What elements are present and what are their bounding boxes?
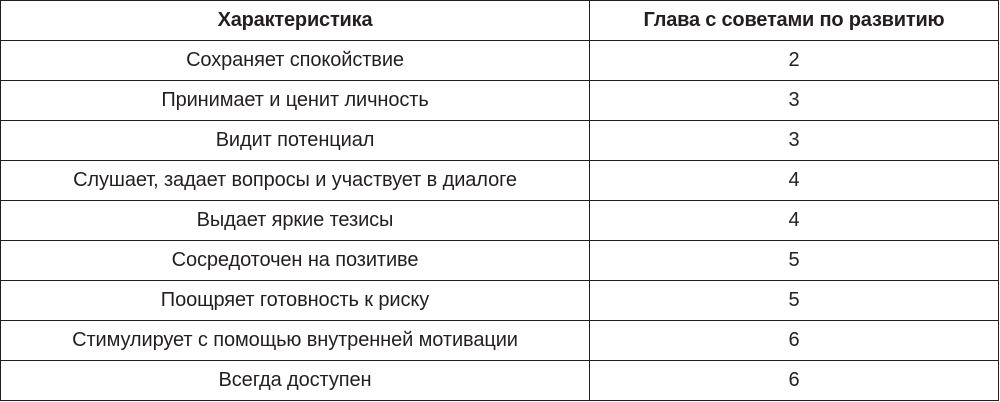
table-row — [1, 321, 999, 361]
cell-chapter: 4 — [590, 201, 999, 241]
cell-chapter: 5 — [590, 241, 999, 281]
table-row — [1, 161, 999, 201]
cell-chapter: 6 — [590, 321, 999, 361]
cell-chapter: 2 — [590, 41, 999, 81]
table-header — [1, 1, 999, 41]
table-row — [1, 361, 999, 401]
cell-characteristic: Принимает и ценит личность — [1, 81, 590, 121]
table-row — [1, 201, 999, 241]
table-row — [1, 41, 999, 81]
header-row — [1, 1, 999, 41]
cell-chapter: 6 — [590, 361, 999, 401]
cell-characteristic: Видит потенциал — [1, 121, 590, 161]
cell-characteristic: Стимулирует с помощью внутренней мотивации — [1, 321, 590, 361]
cell-characteristic: Выдает яркие тезисы — [1, 201, 590, 241]
table-row — [1, 121, 999, 161]
cell-characteristic: Сохраняет спокойствие — [1, 41, 590, 81]
cell-chapter: 4 — [590, 161, 999, 201]
cell-characteristic: Поощряет готовность к риску — [1, 281, 590, 321]
cell-characteristic: Слушает, задает вопросы и участвует в диалоге — [1, 161, 590, 201]
header-characteristic: Характеристика — [1, 1, 590, 41]
table-row — [1, 81, 999, 121]
cell-characteristic: Сосредоточен на позитиве — [1, 241, 590, 281]
table-body — [1, 41, 999, 401]
cell-chapter: 3 — [590, 81, 999, 121]
table-row — [1, 281, 999, 321]
cell-characteristic: Всегда доступен — [1, 361, 590, 401]
cell-chapter: 3 — [590, 121, 999, 161]
cell-chapter: 5 — [590, 281, 999, 321]
table-row — [1, 241, 999, 281]
header-chapter: Глава с советами по развитию — [590, 1, 999, 41]
